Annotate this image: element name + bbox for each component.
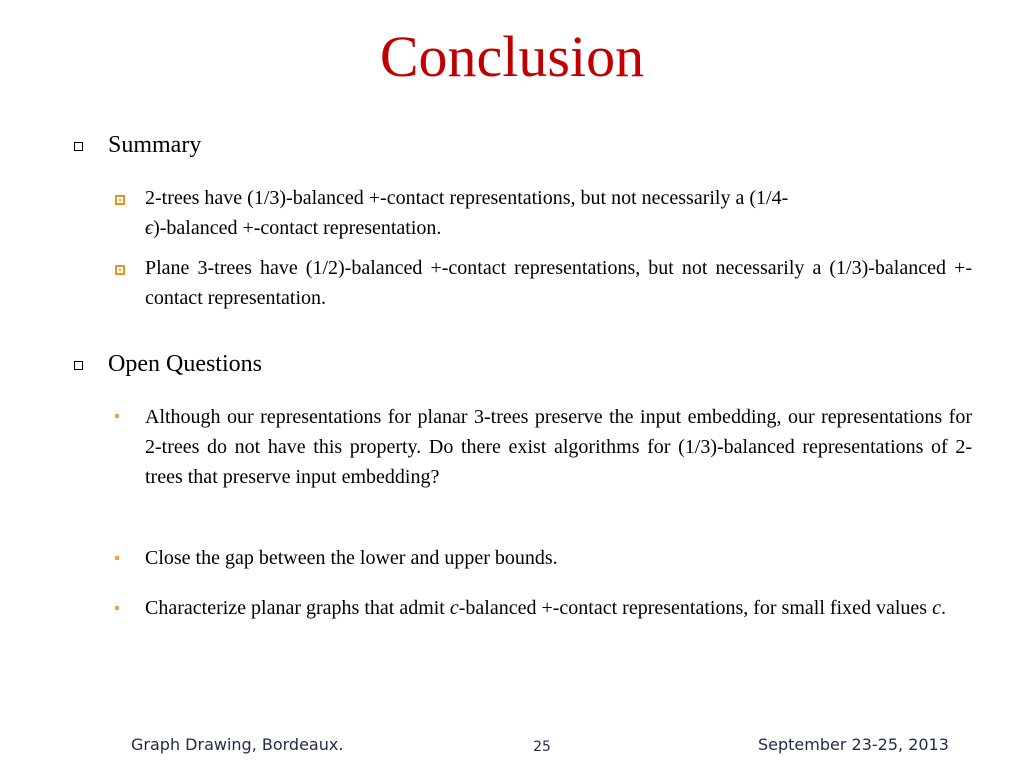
small-square-bullet-icon	[115, 606, 119, 610]
summary-item-1	[145, 183, 972, 243]
footer-date: September 23-25, 2013	[758, 735, 949, 754]
variable-c: c	[449, 597, 459, 619]
open-question-2: Close the gap between the lower and upper bounds.	[145, 547, 558, 569]
epsilon-symbol: ϵ	[145, 217, 154, 239]
section-heading-summary: Summary	[108, 132, 202, 158]
variable-c: c	[932, 597, 941, 619]
summary-item-1-line2: )-balanced +-contact representation.	[153, 217, 442, 239]
slide-title: Conclusion	[379, 24, 645, 89]
summary-item-1-line1: 2-trees have (1/3)-balanced +-contact representations, but not necessarily a (1/4-	[145, 187, 789, 209]
open-question-3-part3: .	[940, 597, 946, 619]
hollow-square-bullet-icon	[74, 361, 83, 370]
small-square-bullet-icon	[115, 414, 119, 418]
hollow-square-bullet-icon	[74, 142, 83, 151]
open-question-3-part1: Characterize planar graphs that admit	[145, 597, 450, 619]
small-square-bullet-icon	[115, 556, 119, 560]
orange-square-bullet-icon	[115, 265, 125, 275]
open-question-3	[145, 593, 972, 623]
summary-item-2: Plane 3-trees have (1/2)-balanced +-contact representations, but not necessarily a (1/3)-balanced +-contact representation.	[145, 257, 972, 309]
open-question-3-part2: -balanced +-contact representations, for small fixed values	[458, 597, 933, 619]
page-number: 25	[533, 739, 551, 755]
orange-square-bullet-icon	[115, 195, 125, 205]
open-question-1: Although our representations for planar 3-trees preserve the input embedding, our representations for 2-trees do not have this property. Do there exist algorithms for (1/3)-balanced representations of 2-trees that preserve input embedding?	[145, 406, 972, 488]
section-heading-open-questions: Open Questions	[108, 351, 262, 377]
footer-conference: Graph Drawing, Bordeaux.	[131, 735, 344, 754]
